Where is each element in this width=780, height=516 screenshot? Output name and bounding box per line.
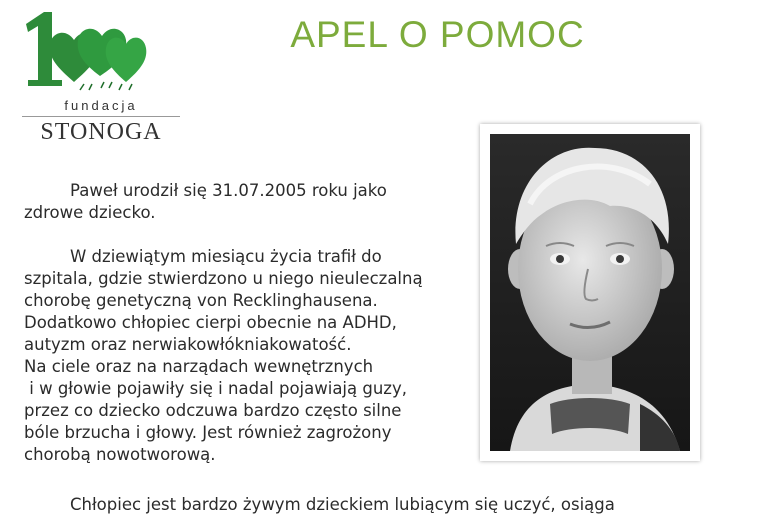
logo-divider [22,116,180,117]
paragraph-illness-line-1: W dziewiątym miesiącu życia trafił do [70,247,382,266]
foundation-logo[interactable] [22,10,162,146]
paragraph-illness-line-5: autyzm oraz nerwiakowłókniakowatość. [24,335,352,354]
paragraph-illness-line-4: Dodatkowo chłopiec cierpi obecnie na ADHD, [24,313,397,332]
paragraph-illness-line-3: chorobę genetyczną von Recklinghausena. [24,291,378,310]
paragraph-illness-line-6: Na ciele oraz na narządach wewnętrznych [24,357,374,376]
paragraph-illness-line-10: chorobą nowotworową. [24,445,216,464]
foundation-word: fundacja [64,98,138,113]
photo-frame [480,124,700,461]
foundation-name: STONOGA [40,119,162,145]
paragraph-behavior-line-1: Chłopiec jest bardzo żywym dzieckiem lubiącym się uczyć, osiąga [70,495,615,514]
child-portrait-photo-icon [490,134,690,451]
paragraph-illness-line-2: szpitala, gdzie stwierdzono u niego nieuleczalną [24,269,423,288]
hearts-logo-icon [22,10,162,100]
page-title: APEL O POMOC [290,14,585,55]
paragraph-birth-line-1: Paweł urodził się 31.07.2005 roku jako [70,181,387,200]
appeal-text [24,180,464,466]
paragraph-illness-line-9: bóle brzucha i głowy. Jest również zagrożony [24,423,392,442]
paragraph-illness-line-7: i w głowie pojawiły się i nadal pojawiają guzy, [24,379,407,398]
paragraph-birth-line-2: zdrowe dziecko. [24,203,156,222]
paragraph-illness-line-8: przez co dziecko odczuwa bardzo często silne [24,401,402,420]
